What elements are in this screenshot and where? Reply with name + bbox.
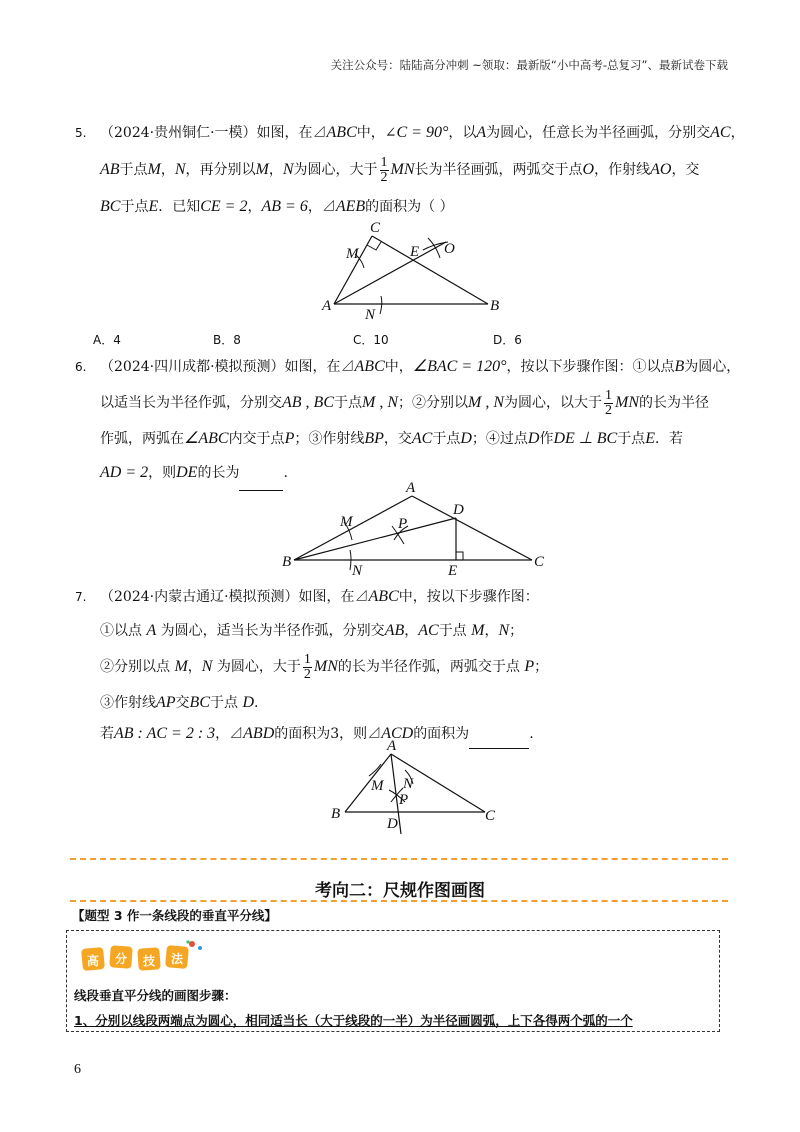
choice-a[interactable]: A．4 — [93, 333, 121, 347]
text: 于点 — [334, 395, 362, 411]
math: O — [582, 161, 595, 178]
text: ，交 — [671, 162, 700, 178]
label-p: P — [398, 516, 408, 532]
text: 如图，在 — [298, 589, 355, 605]
math: P — [284, 430, 295, 447]
text: ；②分别以 — [398, 395, 468, 411]
triangle-symbol: ⊿ — [340, 359, 355, 375]
text: ，则 — [148, 465, 177, 481]
text: ， — [730, 125, 745, 141]
badge-dot — [186, 940, 189, 943]
q7-figure — [325, 738, 505, 838]
tips-badge — [80, 940, 210, 976]
math: N — [282, 161, 294, 178]
text: 长为半径画弧，两弧交于点 — [414, 162, 583, 178]
triangle-symbol: ⊿ — [367, 726, 382, 742]
triangle-symbol: ⊿ — [354, 589, 369, 605]
math: AO — [650, 161, 672, 178]
badge-dot — [198, 946, 202, 950]
text: ， — [268, 162, 283, 178]
fraction: $\frac{1}{2}$ — [380, 154, 388, 185]
step-1-text: 1、分别以线段两端点为圆心，相同适当长（大于线段的一半）为半径画圆弧，上下各得两个弧的一个 — [74, 1013, 633, 1028]
math: MN — [390, 161, 415, 178]
label-a: A — [406, 480, 416, 496]
math: B — [674, 358, 685, 375]
math: AB — [384, 622, 405, 639]
math: ABD — [243, 725, 275, 742]
math: BP — [364, 430, 384, 447]
label-d: D — [387, 816, 398, 832]
label-n: N — [365, 307, 376, 323]
math: CE = 2 — [200, 198, 248, 215]
badge-char-3: 技 — [143, 954, 156, 968]
right-angle-mark — [456, 552, 463, 560]
label-o: O — [444, 241, 455, 257]
label-m: M — [346, 246, 359, 262]
text: ， — [307, 199, 322, 215]
text: 如图，在 — [284, 359, 341, 375]
angle-symbol: ∠ — [384, 125, 397, 141]
text: 为圆心， — [684, 359, 741, 375]
section-title: 考向二：尺规作图画图 — [315, 881, 485, 901]
text: ； — [509, 623, 524, 639]
right-angle-mark — [367, 242, 381, 250]
text: 如图，在 — [256, 125, 313, 141]
math: DE ⊥ BC — [553, 430, 618, 447]
badge-dot — [189, 941, 195, 947]
choice-b[interactable]: B．8 — [213, 333, 241, 347]
label-b: B — [490, 298, 500, 314]
text: 内交于点 — [228, 431, 285, 447]
question-6 — [75, 350, 741, 491]
label-n: N — [352, 563, 363, 579]
math: AB = 6 — [261, 198, 308, 215]
math: ∠ABC — [184, 430, 229, 447]
text: 为圆心，大于 — [212, 659, 301, 675]
divider-top — [70, 858, 728, 860]
math: AC — [710, 124, 731, 141]
text: 于点 — [432, 431, 461, 447]
text: 作 — [539, 431, 554, 447]
text: ， — [215, 726, 230, 742]
math: N — [201, 658, 213, 675]
text: . — [283, 465, 288, 481]
math: AC — [418, 622, 439, 639]
math: M — [471, 622, 485, 639]
text: . — [254, 695, 259, 711]
text: 于点 — [617, 431, 646, 447]
q5-figure — [310, 218, 520, 328]
label-d: D — [453, 502, 464, 518]
badge-char-4: 法 — [171, 952, 184, 966]
text: ①以点 — [100, 623, 147, 639]
page-header: 关注公众号：陆陆高分冲刺 ~领取：最新版“小中高考-总复习”、最新试卷下载 — [330, 58, 728, 72]
text: 中， — [384, 359, 413, 375]
math: ABC — [326, 124, 357, 141]
label-c: C — [485, 808, 496, 824]
label-a: A — [387, 738, 397, 754]
text: ， — [404, 623, 419, 639]
math: ∠BAC = 120° — [412, 358, 507, 375]
math: N — [174, 161, 186, 178]
math: MN — [313, 658, 338, 675]
ray-bp — [294, 518, 456, 560]
math: M , N — [468, 394, 504, 411]
math: A — [476, 124, 487, 141]
text: ；③作射线 — [294, 431, 365, 447]
arc-n — [380, 296, 382, 314]
math: AB , BC — [282, 394, 334, 411]
label-c: C — [534, 554, 545, 570]
math: BC — [189, 694, 210, 711]
math: AB : AC = 2 : 3 — [114, 725, 216, 742]
label-b: B — [331, 806, 341, 822]
text: 若 — [100, 726, 114, 742]
text: 的长为半径作弧，两弧交于点 — [337, 659, 525, 675]
segment-ab — [345, 754, 391, 812]
text: ③作射线 — [100, 695, 156, 711]
text: 的面积为3，则 — [274, 726, 368, 742]
text: 中， — [356, 125, 385, 141]
math: P — [524, 658, 535, 675]
text: 于点 — [120, 199, 149, 215]
label-p: P — [399, 792, 409, 808]
math: BC — [100, 198, 121, 215]
label-e: E — [448, 563, 458, 579]
text: ，交 — [383, 431, 412, 447]
text: ，作射线 — [594, 162, 651, 178]
label-n: N — [403, 776, 414, 792]
text: 为圆心，大于 — [293, 162, 378, 178]
math: AB — [100, 161, 120, 178]
text: 为圆心，任意长为半径画弧，分别交 — [486, 125, 711, 141]
text: ②分别以点 — [100, 659, 175, 675]
math: M — [255, 161, 269, 178]
triangle-symbol: ⊿ — [321, 199, 336, 215]
label-c: C — [370, 220, 381, 236]
text: ， — [187, 659, 202, 675]
segment-ac — [412, 496, 532, 560]
math: ABC — [368, 588, 399, 605]
answer-blank[interactable] — [239, 456, 283, 491]
text: ，以 — [448, 125, 477, 141]
steps-title: 线段垂直平分线的画图步骤： — [74, 988, 237, 1003]
topic-heading: 【题型 3 作一条线段的垂直平分线】 — [72, 908, 277, 923]
math: AP — [156, 694, 176, 711]
math: MN — [615, 394, 639, 411]
question-source: （2024·贵州铜仁·一模） — [100, 125, 257, 141]
text: ，按以下步骤作图：①以点 — [506, 359, 675, 375]
text: 的长为 — [197, 465, 240, 481]
math: D — [527, 430, 540, 447]
question-number: 6. — [75, 360, 87, 374]
text: ； — [534, 659, 549, 675]
label-b: B — [282, 554, 292, 570]
badge-char-2: 分 — [115, 952, 128, 966]
text: 中，按以下步骤作图： — [398, 589, 539, 605]
label-e: E — [410, 244, 420, 260]
text: 为圆心，适当长为半径作弧，分别交 — [156, 623, 385, 639]
fraction: $\frac{1}{2}$ — [303, 651, 311, 682]
math: C = 90° — [396, 124, 449, 141]
text: 的面积为 — [413, 726, 470, 742]
text: 为圆心，以大于 — [504, 395, 602, 411]
text: ， — [160, 162, 175, 178]
triangle-symbol: ⊿ — [229, 726, 244, 742]
math: AEB — [335, 198, 366, 215]
math: M , N — [362, 394, 398, 411]
text: ， — [484, 623, 499, 639]
triangle-symbol: ⊿ — [312, 125, 327, 141]
math: M — [174, 658, 188, 675]
label-m: M — [340, 514, 353, 530]
text: 于点 — [210, 695, 243, 711]
choice-d[interactable]: D．6 — [493, 333, 522, 347]
math: N — [498, 622, 510, 639]
label-m: M — [371, 778, 384, 794]
math: E — [645, 430, 655, 447]
math: ABC — [354, 358, 385, 375]
badge-char-1: 高 — [87, 954, 100, 968]
question-source: （2024·四川成都·模拟预测） — [100, 359, 285, 375]
text: 于点 — [119, 162, 148, 178]
label-a: A — [322, 298, 332, 314]
text: 的面积为（ ） — [365, 199, 454, 215]
text: 交 — [175, 695, 190, 711]
math: E — [148, 198, 159, 215]
choice-c[interactable]: C．10 — [353, 333, 389, 347]
math: ACD — [381, 725, 414, 742]
text: ．已知 — [158, 199, 201, 215]
text: 作弧，两弧在 — [100, 431, 184, 447]
q6-figure — [280, 478, 550, 578]
text: 以适当长为半径作弧，分别交 — [100, 395, 282, 411]
text: 于点 — [438, 623, 472, 639]
page-number: 6 — [74, 1062, 81, 1077]
math: A — [146, 622, 157, 639]
text: ．若 — [654, 431, 683, 447]
math: D — [460, 430, 472, 447]
question-number: 7. — [75, 590, 87, 604]
divider-bottom — [70, 900, 728, 902]
text: ；④过点 — [471, 431, 528, 447]
question-number: 5. — [75, 126, 87, 140]
math: D — [242, 694, 255, 711]
text: . — [529, 726, 534, 742]
math: AC — [411, 430, 433, 447]
math: AD = 2 — [100, 464, 149, 481]
question-7 — [75, 580, 735, 749]
question-5 — [75, 116, 745, 224]
question-source: （2024·内蒙古通辽·模拟预测） — [100, 589, 299, 605]
text: ，再分别以 — [185, 162, 256, 178]
math: DE — [176, 464, 198, 481]
segment-ba — [294, 496, 412, 560]
text: 的长为半径 — [639, 395, 709, 411]
text: ， — [247, 199, 262, 215]
fraction: $\frac{1}{2}$ — [605, 387, 612, 418]
math: M — [147, 161, 161, 178]
